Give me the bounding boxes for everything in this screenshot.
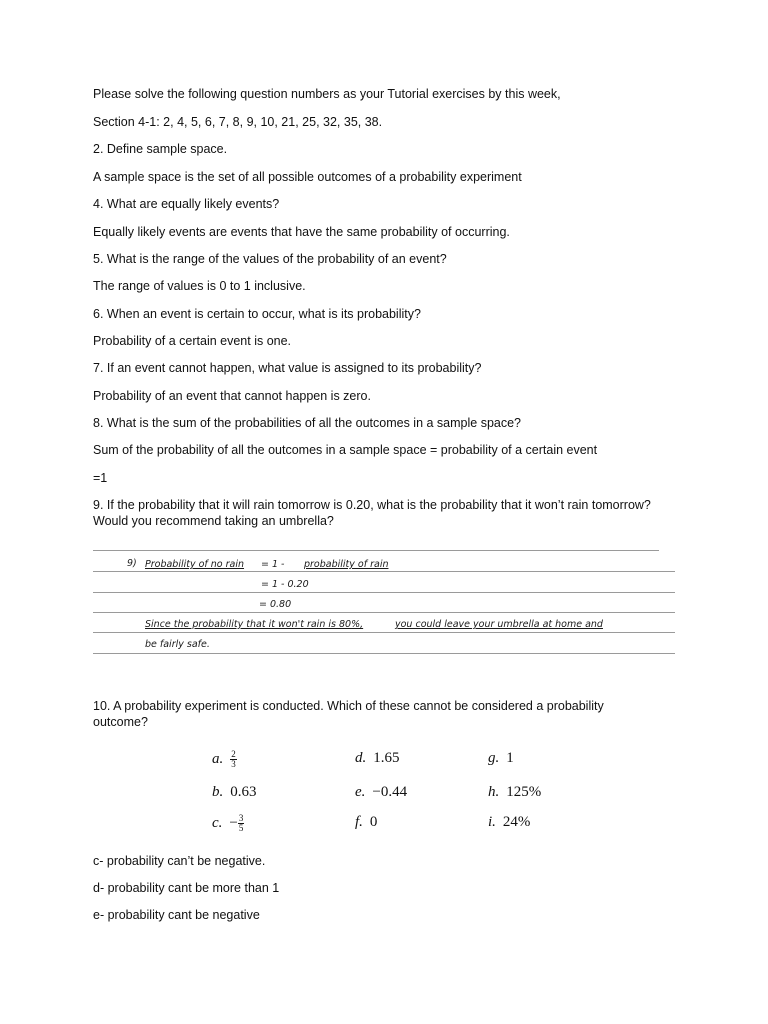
question-2: 2. Define sample space.: [93, 142, 228, 156]
option-c-sign: −: [229, 814, 238, 831]
option-b-value: 0.63: [230, 784, 257, 800]
question-9: 9. If the probability that it will rain tomorrow is 0.20, what is the probability that it won’t rain tomorrow? Would you recommend taking an umbrella?: [93, 498, 651, 528]
option-f: [355, 814, 377, 831]
question-6: 6. When an event is certain to occur, what is its probability?: [93, 307, 421, 321]
hw-line4-left: Since the probability that it won't rain is 80%,: [145, 619, 364, 630]
hw-line2: = 1 - 0.20: [261, 579, 309, 590]
question-8: 8. What is the sum of the probabilities of all the outcomes in a sample space?: [93, 416, 522, 430]
option-c: [212, 814, 244, 833]
answer-4: Equally likely events are events that have the same probability of occurring.: [93, 225, 510, 239]
hw-line1-mid: = 1 -: [261, 559, 285, 570]
answer-10-d: d- probability cant be more than 1: [93, 881, 280, 895]
fraction-two-thirds: $\frac{2}{3}$: [231, 749, 236, 769]
answer-options: [212, 750, 612, 840]
answer-5: The range of values is 0 to 1 inclusive.: [93, 279, 306, 293]
option-i: [488, 814, 530, 831]
option-g-label: g.: [488, 750, 500, 766]
option-f-label: f.: [355, 814, 363, 830]
answer-10-c: c- probability can’t be negative.: [93, 854, 266, 868]
option-h-value: 125%: [506, 784, 542, 800]
option-e: [355, 784, 407, 801]
handwritten-answer-9: [93, 546, 675, 658]
option-d-label: d.: [355, 750, 367, 766]
fraction-three-fifths: $\frac{3}{5}$: [238, 813, 244, 833]
hw-line4-right: you could leave your umbrella at home and: [395, 619, 603, 630]
option-h-label: h.: [488, 784, 500, 800]
answer-7: Probability of an event that cannot happen is zero.: [93, 389, 371, 403]
option-a-label: a.: [212, 750, 224, 767]
option-d: [355, 750, 400, 767]
answer-8: Sum of the probability of all the outcomes in a sample space = probability of a certain event: [93, 443, 598, 457]
option-e-value: −0.44: [372, 784, 408, 800]
question-5: 5. What is the range of the values of the probability of an event?: [93, 252, 447, 266]
option-f-value: 0: [369, 814, 378, 830]
option-e-label: e.: [355, 784, 366, 800]
option-i-value: 24%: [502, 814, 531, 830]
answer-2: A sample space is the set of all possible outcomes of a probability experiment: [93, 170, 522, 184]
question-10: 10. A probability experiment is conducted. Which of these cannot be considered a probability outcome?: [93, 699, 604, 729]
option-b-label: b.: [212, 784, 224, 800]
answer-6: Probability of a certain event is one.: [93, 334, 292, 348]
option-g: [488, 750, 514, 767]
question-7: 7. If an event cannot happen, what value is assigned to its probability?: [93, 361, 482, 375]
hw-line1-right: probability of rain: [304, 559, 389, 570]
option-g-value: 1: [506, 750, 514, 766]
option-h: [488, 784, 541, 801]
hw-line3: = 0.80: [259, 599, 292, 610]
hw-question-number: 9): [127, 558, 137, 569]
answer-10-e: e- probability cant be negative: [93, 908, 260, 922]
hw-line5: be fairly safe.: [145, 639, 210, 650]
answer-8-cont: =1: [93, 471, 108, 485]
intro-text: Please solve the following question numbers as your Tutorial exercises by this week,: [93, 87, 561, 101]
option-c-label: c.: [212, 814, 223, 831]
option-d-value: 1.65: [373, 750, 400, 766]
question-4: 4. What are equally likely events?: [93, 197, 280, 211]
option-i-label: i.: [488, 814, 496, 830]
section-list: Section 4-1: 2, 4, 5, 6, 7, 8, 9, 10, 21, 25, 32, 35, 38.: [93, 115, 383, 129]
option-a: [212, 750, 237, 769]
option-b: [212, 784, 257, 801]
hw-line1-left: Probability of no rain: [145, 559, 245, 570]
